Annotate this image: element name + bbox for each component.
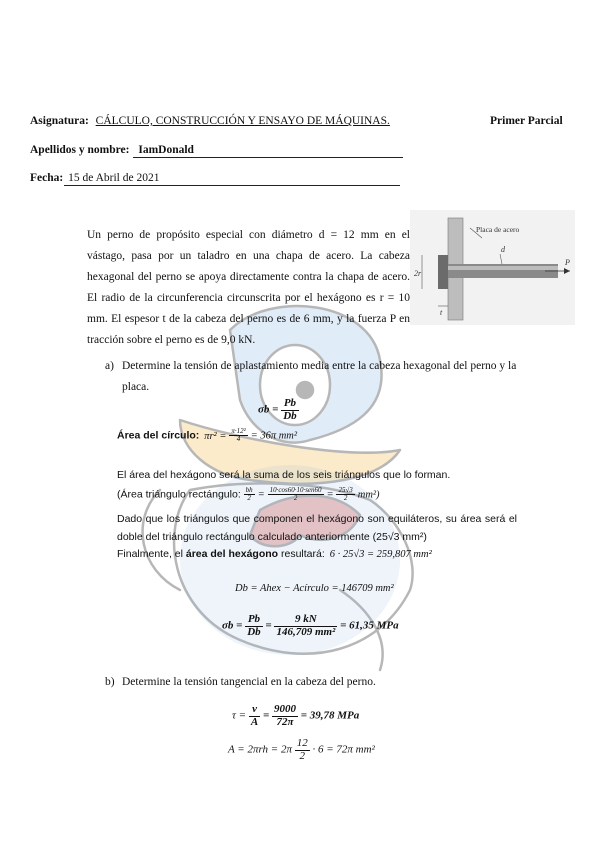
name-underline bbox=[133, 157, 403, 158]
triangle-area-line: (Área triángulo rectángulo: $\frac{bh}{2}$ = 10·cos60·10·sen60 2 = $\frac{25√3}{2}$ mm²) bbox=[117, 486, 380, 503]
part-b-marker: b) bbox=[105, 676, 115, 688]
date-row bbox=[30, 172, 159, 184]
name-row bbox=[30, 144, 402, 156]
bolt-figure bbox=[410, 210, 575, 325]
subject-row bbox=[30, 115, 570, 127]
area-formula: A = 2πrh = 2π $\frac{12}{2}$ · 6 = 72π mm² bbox=[228, 737, 375, 762]
hex-final-line: Finalmente, el área del hexágono resultará: 6 · 25√3 = 259,807 mm² bbox=[117, 548, 432, 560]
name-value: IamDonald bbox=[138, 144, 194, 156]
date-label: Fecha: bbox=[30, 172, 64, 184]
tau-formula: τ = $\frac{v}{A}$ = $\frac{9000}{72\pi}$ = 39,78 MPa bbox=[232, 703, 360, 728]
date-value: 15 de Abril de 2021 bbox=[68, 172, 160, 184]
date-underline bbox=[64, 185, 400, 186]
p-label: P bbox=[565, 258, 570, 267]
part-a-marker: a) bbox=[105, 360, 114, 372]
t-label: t bbox=[440, 308, 443, 317]
part-a-question: Determine la tensión de aplastamiento media entre la cabeza hexagonal del perno y la placa. bbox=[122, 360, 517, 393]
circle-area-line: Área del círculo: πr² = $\frac{\text{π·12²}}{4}$ = 36π mm² bbox=[117, 427, 298, 444]
db-expression: Db = Ahex − Acírculo = 146709 mm² bbox=[235, 583, 394, 594]
subject-value: CÁLCULO, CONSTRUCCIÓN Y ENSAYO DE MÁQUINAS. bbox=[95, 115, 390, 127]
hex-sum-text: El área del hexágono será la suma de los seis triángulos que lo forman. bbox=[117, 469, 451, 481]
d-label: d bbox=[501, 245, 505, 254]
part-b-question: Determine la tensión tangencial en la cabeza del perno. bbox=[122, 676, 376, 688]
subject-label: Asignatura: bbox=[30, 115, 89, 127]
exam-type: Primer Parcial bbox=[490, 115, 563, 127]
sigma-formula: σb = $\frac{Pb}{Db}$ bbox=[258, 397, 297, 422]
equilateral-text: Dado que los triángulos que componen el hexágono son equiláteros, su área será el doble del triángulo rectángulo calculado anteriormente (25√3 mm²) bbox=[117, 513, 517, 543]
name-label: Apellidos y nombre: bbox=[30, 144, 130, 156]
plate-label: Placa de acero bbox=[476, 225, 520, 234]
twor-label: 2r bbox=[414, 269, 422, 278]
problem-statement: Un perno de propósito especial con diámetro d = 12 mm en el vástago, pasa por un taladro en una chapa de acero. La cabeza hexagonal del perno se apoya directamente contra la chapa de acero. El radio de la circunferencia circunscrita por el hexágono es r = 10 mm. El espesor t de la cabeza del perno es de 6 mm, y la fuerza P en tracción sobre el perno es de 9,0 kN. bbox=[87, 229, 410, 346]
sigma-result-formula: σb = $\frac{Pb}{Db}$ = $\frac{9 kN}{\text{146,709 mm²}}$ = 61,35 MPa bbox=[222, 613, 399, 638]
